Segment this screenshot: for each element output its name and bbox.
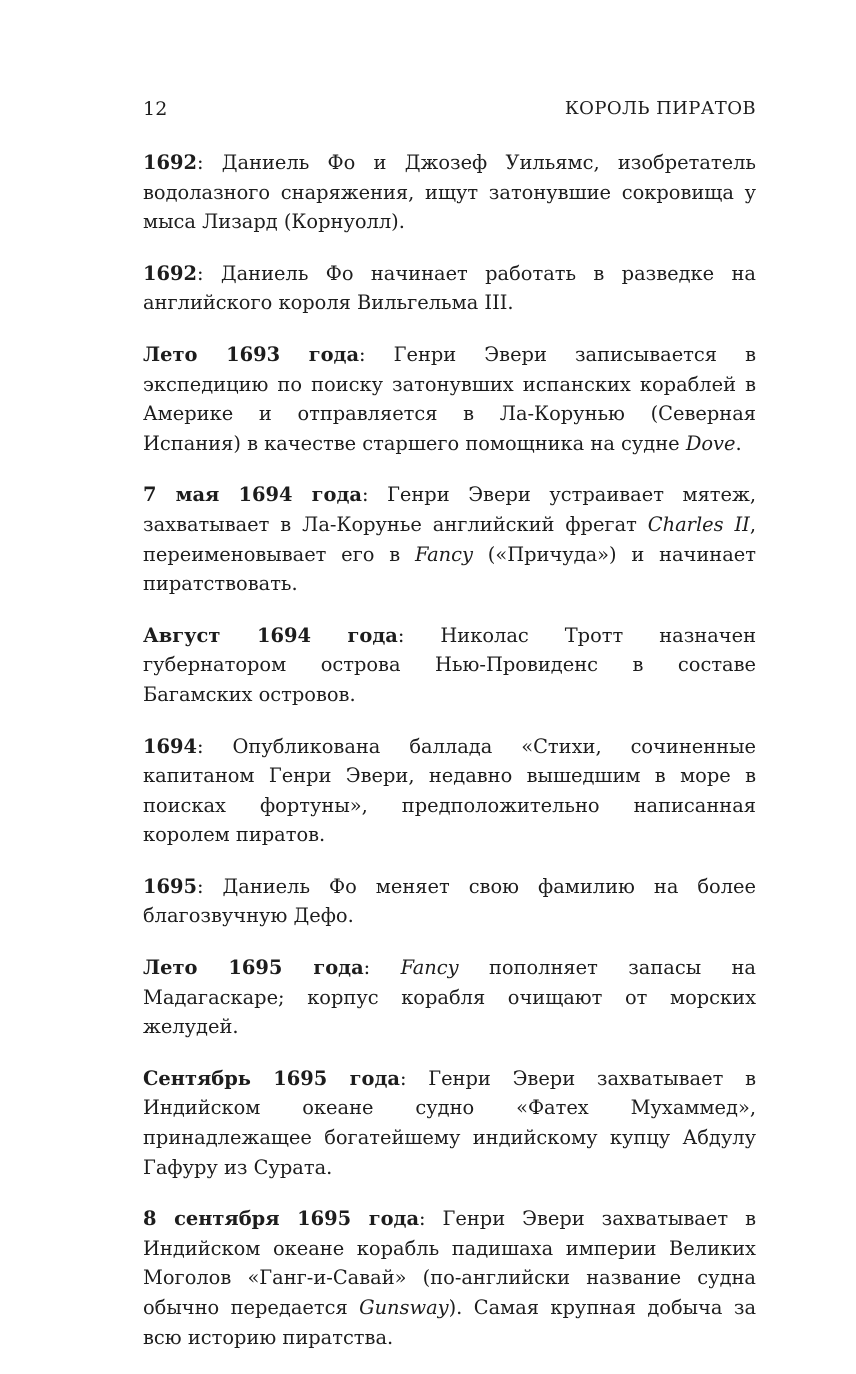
entry-date: 1692	[143, 261, 197, 285]
entry-date: Сентябрь 1695 года	[143, 1066, 400, 1090]
entry-date: 1695	[143, 874, 197, 898]
chronology-entry	[143, 1064, 756, 1182]
entry-text: («Причуда») и начинает пиратствовать.	[143, 542, 756, 596]
entry-text: : Генри Эвери записывается в экспедицию по поиску затонувших испанских кораблей в Америке и отправляется в Ла-Корунью (Северная Испания) в качестве старшего помощника на судне	[143, 342, 756, 455]
chronology-entry	[143, 148, 756, 237]
ship-name: Gunsway	[359, 1296, 449, 1319]
entry-date: 1694	[143, 734, 197, 758]
entry-date: 1692	[143, 151, 197, 174]
entry-text: : Николас Тротт назначен губернатором острова Нью-Провиденс в составе Багамских островов.	[143, 623, 756, 706]
entry-text: : Генри Эвери захватывает в Индийском океане корабль падишаха империи Великих Моголов «Ганг-и-Савай» (по-английски название судна обычно передается	[143, 1207, 756, 1319]
book-title: КОРОЛЬ ПИРАТОВ	[564, 98, 756, 119]
ship-name: Fancy	[400, 956, 459, 980]
entry-text: пополняет запасы на Мадагаскаре; корпус корабля очищают от морских желудей.	[143, 956, 756, 1039]
chronology-entry	[143, 953, 756, 1042]
entry-date: Лето 1693 года	[143, 342, 360, 366]
entry-text: : Генри Эвери устраивает мятеж, захватывает в Ла-Корунье английский фрегат	[143, 483, 757, 536]
entry-date: 7 мая 1694 года	[143, 483, 362, 507]
entry-text: ). Самая крупная добыча за всю историю пиратства.	[143, 1296, 757, 1349]
running-head	[143, 98, 756, 128]
entry-text: : Даниель Фо меняет свою фамилию на более благозвучную Дефо.	[143, 874, 756, 928]
entry-text: : Генри Эвери захватывает в Индийском океане судно «Фатех Мухаммед», принадлежащее богатейшему индийскому купцу Абдулу Гафуру из Сурата.	[143, 1066, 756, 1179]
entry-text: .	[735, 431, 742, 455]
page-number: 12	[143, 98, 168, 120]
ship-name: Dove	[685, 431, 736, 455]
entry-text: :	[363, 956, 401, 980]
chronology-entry	[143, 259, 756, 318]
chronology-entry	[143, 732, 756, 850]
entry-text: : Даниель Фо и Джозеф Уильямс, изобретатель водолазного снаряжения, ищут затонувшие сокровища у мыса Лизард (Корнуолл).	[143, 151, 756, 234]
entry-date: Лето 1695 года	[143, 956, 364, 980]
chronology-entry	[143, 340, 756, 458]
chronology-entry	[143, 480, 756, 598]
entry-text: : Даниель Фо начинает работать в разведке на английского короля Вильгельма III.	[143, 261, 756, 315]
ship-name: Charles II	[647, 512, 750, 536]
chronology-entry	[143, 621, 756, 710]
entry-date: Август 1694 года	[143, 623, 398, 647]
chronology-entry	[143, 1204, 756, 1352]
chronology-list	[143, 148, 756, 1374]
entry-date: 8 сентября 1695 года	[143, 1207, 420, 1231]
chronology-entry	[143, 872, 756, 931]
ship-name: Fancy	[414, 542, 473, 566]
entry-text: : Опубликована баллада «Стихи, сочиненные капитаном Генри Эвери, недавно вышедшим в море в поисках фортуны», предположительно написанная королем пиратов.	[143, 734, 756, 847]
entry-text: , переименовывает его в	[143, 512, 756, 566]
